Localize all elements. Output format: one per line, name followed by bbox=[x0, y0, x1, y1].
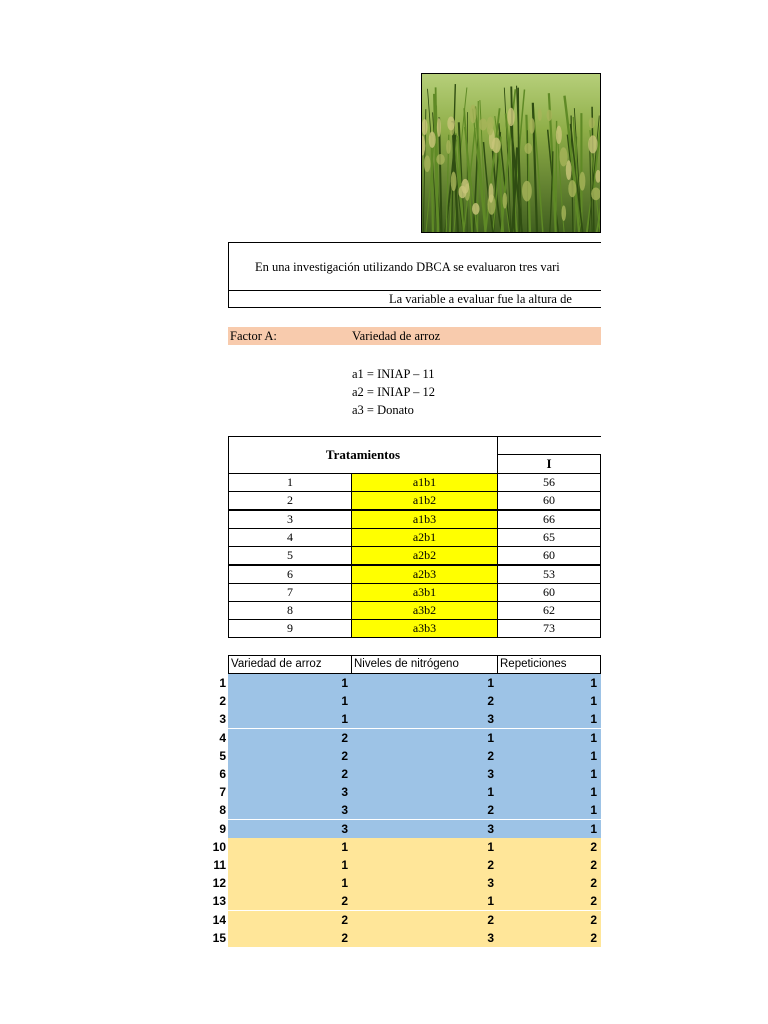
variedad-cell[interactable]: 3 bbox=[228, 801, 352, 819]
treatment-number[interactable]: 4 bbox=[228, 528, 352, 547]
variedad-cell[interactable]: 2 bbox=[228, 765, 352, 783]
treatment-row bbox=[228, 546, 601, 565]
treatment-row bbox=[228, 601, 601, 620]
replicate-i-value[interactable]: 66 bbox=[497, 510, 601, 529]
nitrogeno-cell[interactable]: 2 bbox=[351, 747, 498, 765]
nitrogeno-cell[interactable]: 3 bbox=[351, 929, 498, 947]
variedad-cell[interactable]: 2 bbox=[228, 892, 352, 910]
replicate-i-value[interactable]: 73 bbox=[497, 619, 601, 638]
replicates-header-top bbox=[497, 436, 601, 455]
treatment-code[interactable]: a2b1 bbox=[351, 528, 498, 547]
repeticion-cell[interactable]: 1 bbox=[497, 729, 601, 747]
treatment-number[interactable]: 7 bbox=[228, 583, 352, 602]
treatment-code[interactable]: a3b3 bbox=[351, 619, 498, 638]
nitrogeno-cell[interactable]: 3 bbox=[351, 874, 498, 892]
factor-a-levels bbox=[352, 365, 435, 419]
design-data-table bbox=[0, 655, 768, 947]
data-row bbox=[0, 765, 768, 783]
variedad-cell[interactable]: 2 bbox=[228, 929, 352, 947]
factor-a-value: Variedad de arroz bbox=[352, 329, 441, 343]
repeticion-cell[interactable]: 2 bbox=[497, 856, 601, 874]
replicate-i-value[interactable]: 60 bbox=[497, 491, 601, 510]
replicate-i-value[interactable]: 62 bbox=[497, 601, 601, 620]
data-row bbox=[0, 692, 768, 710]
rice-field-photo bbox=[421, 73, 601, 233]
data-row bbox=[0, 838, 768, 856]
repeticion-cell[interactable]: 1 bbox=[497, 710, 601, 728]
data-row bbox=[0, 710, 768, 728]
header-variedad[interactable]: Variedad de arroz bbox=[228, 655, 352, 674]
statement-line-1: En una investigación utilizando DBCA se evaluaron tres vari bbox=[229, 243, 601, 291]
repeticion-cell[interactable]: 1 bbox=[497, 801, 601, 819]
nitrogeno-cell[interactable]: 2 bbox=[351, 856, 498, 874]
level-a1: a1 = INIAP – 11 bbox=[352, 367, 435, 381]
variedad-cell[interactable]: 1 bbox=[228, 692, 352, 710]
treatment-number[interactable]: 6 bbox=[228, 565, 352, 584]
repeticion-cell[interactable]: 2 bbox=[497, 892, 601, 910]
variedad-cell[interactable]: 3 bbox=[228, 820, 352, 838]
nitrogeno-cell[interactable]: 3 bbox=[351, 710, 498, 728]
row-number: 2 bbox=[219, 694, 226, 709]
row-number: 15 bbox=[212, 930, 226, 945]
treatment-row bbox=[228, 491, 601, 510]
repeticion-cell[interactable]: 1 bbox=[497, 765, 601, 783]
nitrogeno-cell[interactable]: 1 bbox=[351, 838, 498, 856]
repeticion-cell[interactable]: 2 bbox=[497, 838, 601, 856]
treatment-code[interactable]: a1b1 bbox=[351, 473, 498, 492]
repeticion-cell[interactable]: 1 bbox=[497, 820, 601, 838]
data-row bbox=[0, 856, 768, 874]
data-row bbox=[0, 874, 768, 892]
treatment-number[interactable]: 9 bbox=[228, 619, 352, 638]
variedad-cell[interactable]: 1 bbox=[228, 710, 352, 728]
data-row bbox=[0, 783, 768, 801]
repeticion-cell[interactable]: 2 bbox=[497, 929, 601, 947]
statement-line-2: La variable a evaluar fue la altura de bbox=[389, 292, 572, 306]
factor-a-row bbox=[228, 327, 601, 345]
level-a3: a3 = Donato bbox=[352, 403, 414, 417]
header-repeticiones[interactable]: Repeticiones bbox=[497, 655, 601, 674]
data-row bbox=[0, 911, 768, 929]
data-row bbox=[0, 729, 768, 747]
row-number: 3 bbox=[219, 712, 226, 727]
replicate-i-value[interactable]: 65 bbox=[497, 528, 601, 547]
treatment-code[interactable]: a1b2 bbox=[351, 491, 498, 510]
data-row bbox=[0, 892, 768, 910]
row-number: 5 bbox=[219, 748, 226, 763]
nitrogeno-cell[interactable]: 2 bbox=[351, 692, 498, 710]
data-row bbox=[0, 929, 768, 947]
repeticion-cell[interactable]: 2 bbox=[497, 911, 601, 929]
replicate-i-value[interactable]: 56 bbox=[497, 473, 601, 492]
problem-statement bbox=[228, 242, 601, 308]
treatment-code[interactable]: a2b3 bbox=[351, 565, 498, 584]
nitrogeno-cell[interactable]: 3 bbox=[351, 765, 498, 783]
factor-a-label: Factor A: bbox=[230, 329, 277, 343]
row-number: 8 bbox=[219, 803, 226, 818]
treatment-number[interactable]: 1 bbox=[228, 473, 352, 492]
repeticion-cell[interactable]: 1 bbox=[497, 747, 601, 765]
data-row bbox=[0, 674, 768, 692]
row-number: 10 bbox=[212, 839, 226, 854]
variedad-cell[interactable]: 2 bbox=[228, 729, 352, 747]
treatment-number[interactable]: 5 bbox=[228, 546, 352, 565]
repeticion-cell[interactable]: 1 bbox=[497, 783, 601, 801]
row-number: 12 bbox=[212, 876, 226, 891]
treatment-number[interactable]: 8 bbox=[228, 601, 352, 620]
repeticion-cell[interactable]: 2 bbox=[497, 874, 601, 892]
data-row bbox=[0, 747, 768, 765]
variedad-cell[interactable]: 3 bbox=[228, 783, 352, 801]
treatments-header: Tratamientos bbox=[228, 436, 498, 474]
treatment-number[interactable]: 2 bbox=[228, 491, 352, 510]
row-number: 4 bbox=[219, 730, 226, 745]
treatment-row bbox=[228, 583, 601, 602]
replicate-i-value[interactable]: 60 bbox=[497, 546, 601, 565]
row-number: 11 bbox=[213, 858, 226, 872]
treatment-number[interactable]: 3 bbox=[228, 510, 352, 529]
variedad-cell[interactable]: 2 bbox=[228, 747, 352, 765]
nitrogeno-cell[interactable]: 2 bbox=[351, 801, 498, 819]
replicate-i-value[interactable]: 53 bbox=[497, 565, 601, 584]
row-number: 7 bbox=[219, 785, 226, 800]
repeticion-cell[interactable]: 1 bbox=[497, 674, 601, 692]
treatment-row bbox=[228, 565, 601, 584]
treatment-code[interactable]: a2b2 bbox=[351, 546, 498, 565]
row-number: 9 bbox=[219, 821, 226, 836]
row-number: 6 bbox=[219, 767, 226, 781]
variedad-cell[interactable]: 1 bbox=[228, 856, 352, 874]
replicate-i-header: I bbox=[497, 454, 601, 474]
variedad-cell[interactable]: 2 bbox=[228, 911, 352, 929]
data-row bbox=[0, 820, 768, 838]
row-number: 1 bbox=[219, 676, 226, 690]
treatment-code[interactable]: a1b3 bbox=[351, 510, 498, 529]
treatment-row bbox=[228, 473, 601, 492]
nitrogeno-cell[interactable]: 1 bbox=[351, 892, 498, 910]
treatment-row bbox=[228, 619, 601, 638]
variedad-cell[interactable]: 1 bbox=[228, 874, 352, 892]
variedad-cell[interactable]: 1 bbox=[228, 838, 352, 856]
nitrogeno-cell[interactable]: 1 bbox=[351, 783, 498, 801]
nitrogeno-cell[interactable]: 2 bbox=[351, 911, 498, 929]
treatment-row bbox=[228, 510, 601, 529]
variedad-cell[interactable]: 1 bbox=[228, 674, 352, 692]
repeticion-cell[interactable]: 1 bbox=[497, 692, 601, 710]
nitrogeno-cell[interactable]: 3 bbox=[351, 820, 498, 838]
treatment-code[interactable]: a3b1 bbox=[351, 583, 498, 602]
data-row bbox=[0, 801, 768, 819]
treatment-row bbox=[228, 528, 601, 547]
row-number: 13 bbox=[212, 894, 226, 909]
header-niveles[interactable]: Niveles de nitrógeno bbox=[351, 655, 498, 674]
treatments-table bbox=[228, 436, 601, 638]
treatment-code[interactable]: a3b2 bbox=[351, 601, 498, 620]
replicate-i-value[interactable]: 60 bbox=[497, 583, 601, 602]
level-a2: a2 = INIAP – 12 bbox=[352, 385, 435, 399]
row-number: 14 bbox=[212, 912, 226, 927]
nitrogeno-cell[interactable]: 1 bbox=[351, 729, 498, 747]
nitrogeno-cell[interactable]: 1 bbox=[351, 674, 498, 692]
